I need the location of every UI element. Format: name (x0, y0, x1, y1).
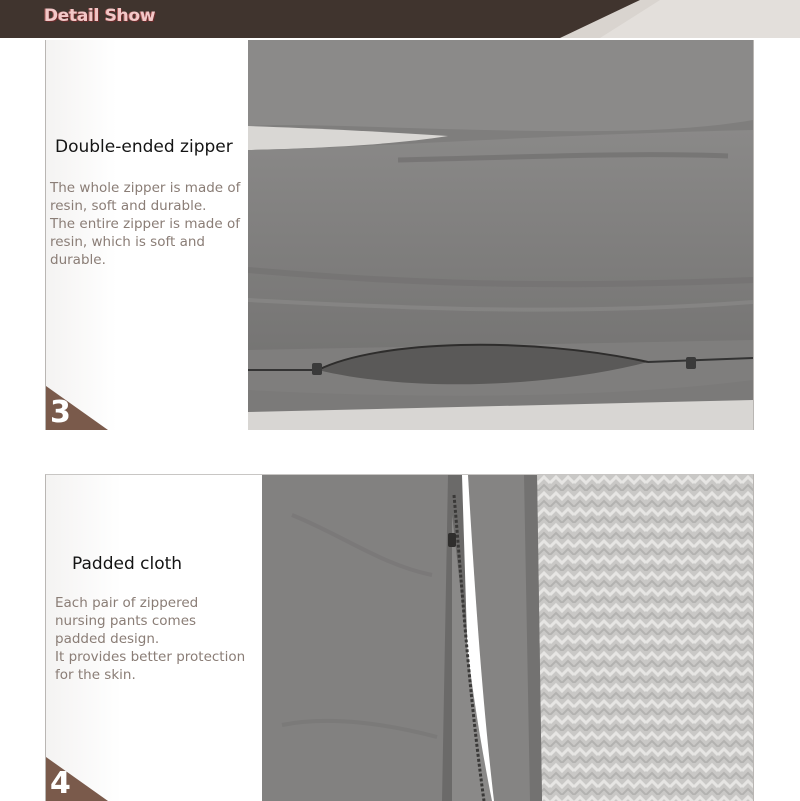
detail-text-area (46, 475, 262, 801)
description-line: The entire zipper is made of (50, 216, 240, 232)
feature-description (55, 594, 245, 684)
step-number: 3 (50, 395, 71, 430)
description-line: It provides better protection (55, 649, 246, 665)
description-line: resin, which is soft and (50, 234, 205, 250)
page-title: Detail Show (44, 6, 156, 26)
padded-cloth-photo (262, 475, 753, 801)
feature-title: Double-ended zipper (55, 137, 233, 157)
description-line: The whole zipper is made of (50, 180, 241, 196)
feature-description (50, 179, 240, 269)
description-line: Each pair of zippered (55, 595, 199, 611)
feature-title: Padded cloth (72, 554, 183, 574)
detail-text-area (46, 40, 248, 430)
step-number: 4 (50, 766, 71, 801)
header-bar (0, 0, 800, 38)
description-line: resin, soft and durable. (50, 198, 207, 214)
detail-panel-4 (45, 474, 754, 801)
description-line: durable. (50, 252, 106, 268)
description-line: for the skin. (55, 667, 136, 683)
detail-panel-3 (45, 40, 754, 430)
zipper-detail-photo (248, 40, 753, 430)
description-line: padded design. (55, 631, 160, 647)
description-line: nursing pants comes (55, 613, 197, 629)
